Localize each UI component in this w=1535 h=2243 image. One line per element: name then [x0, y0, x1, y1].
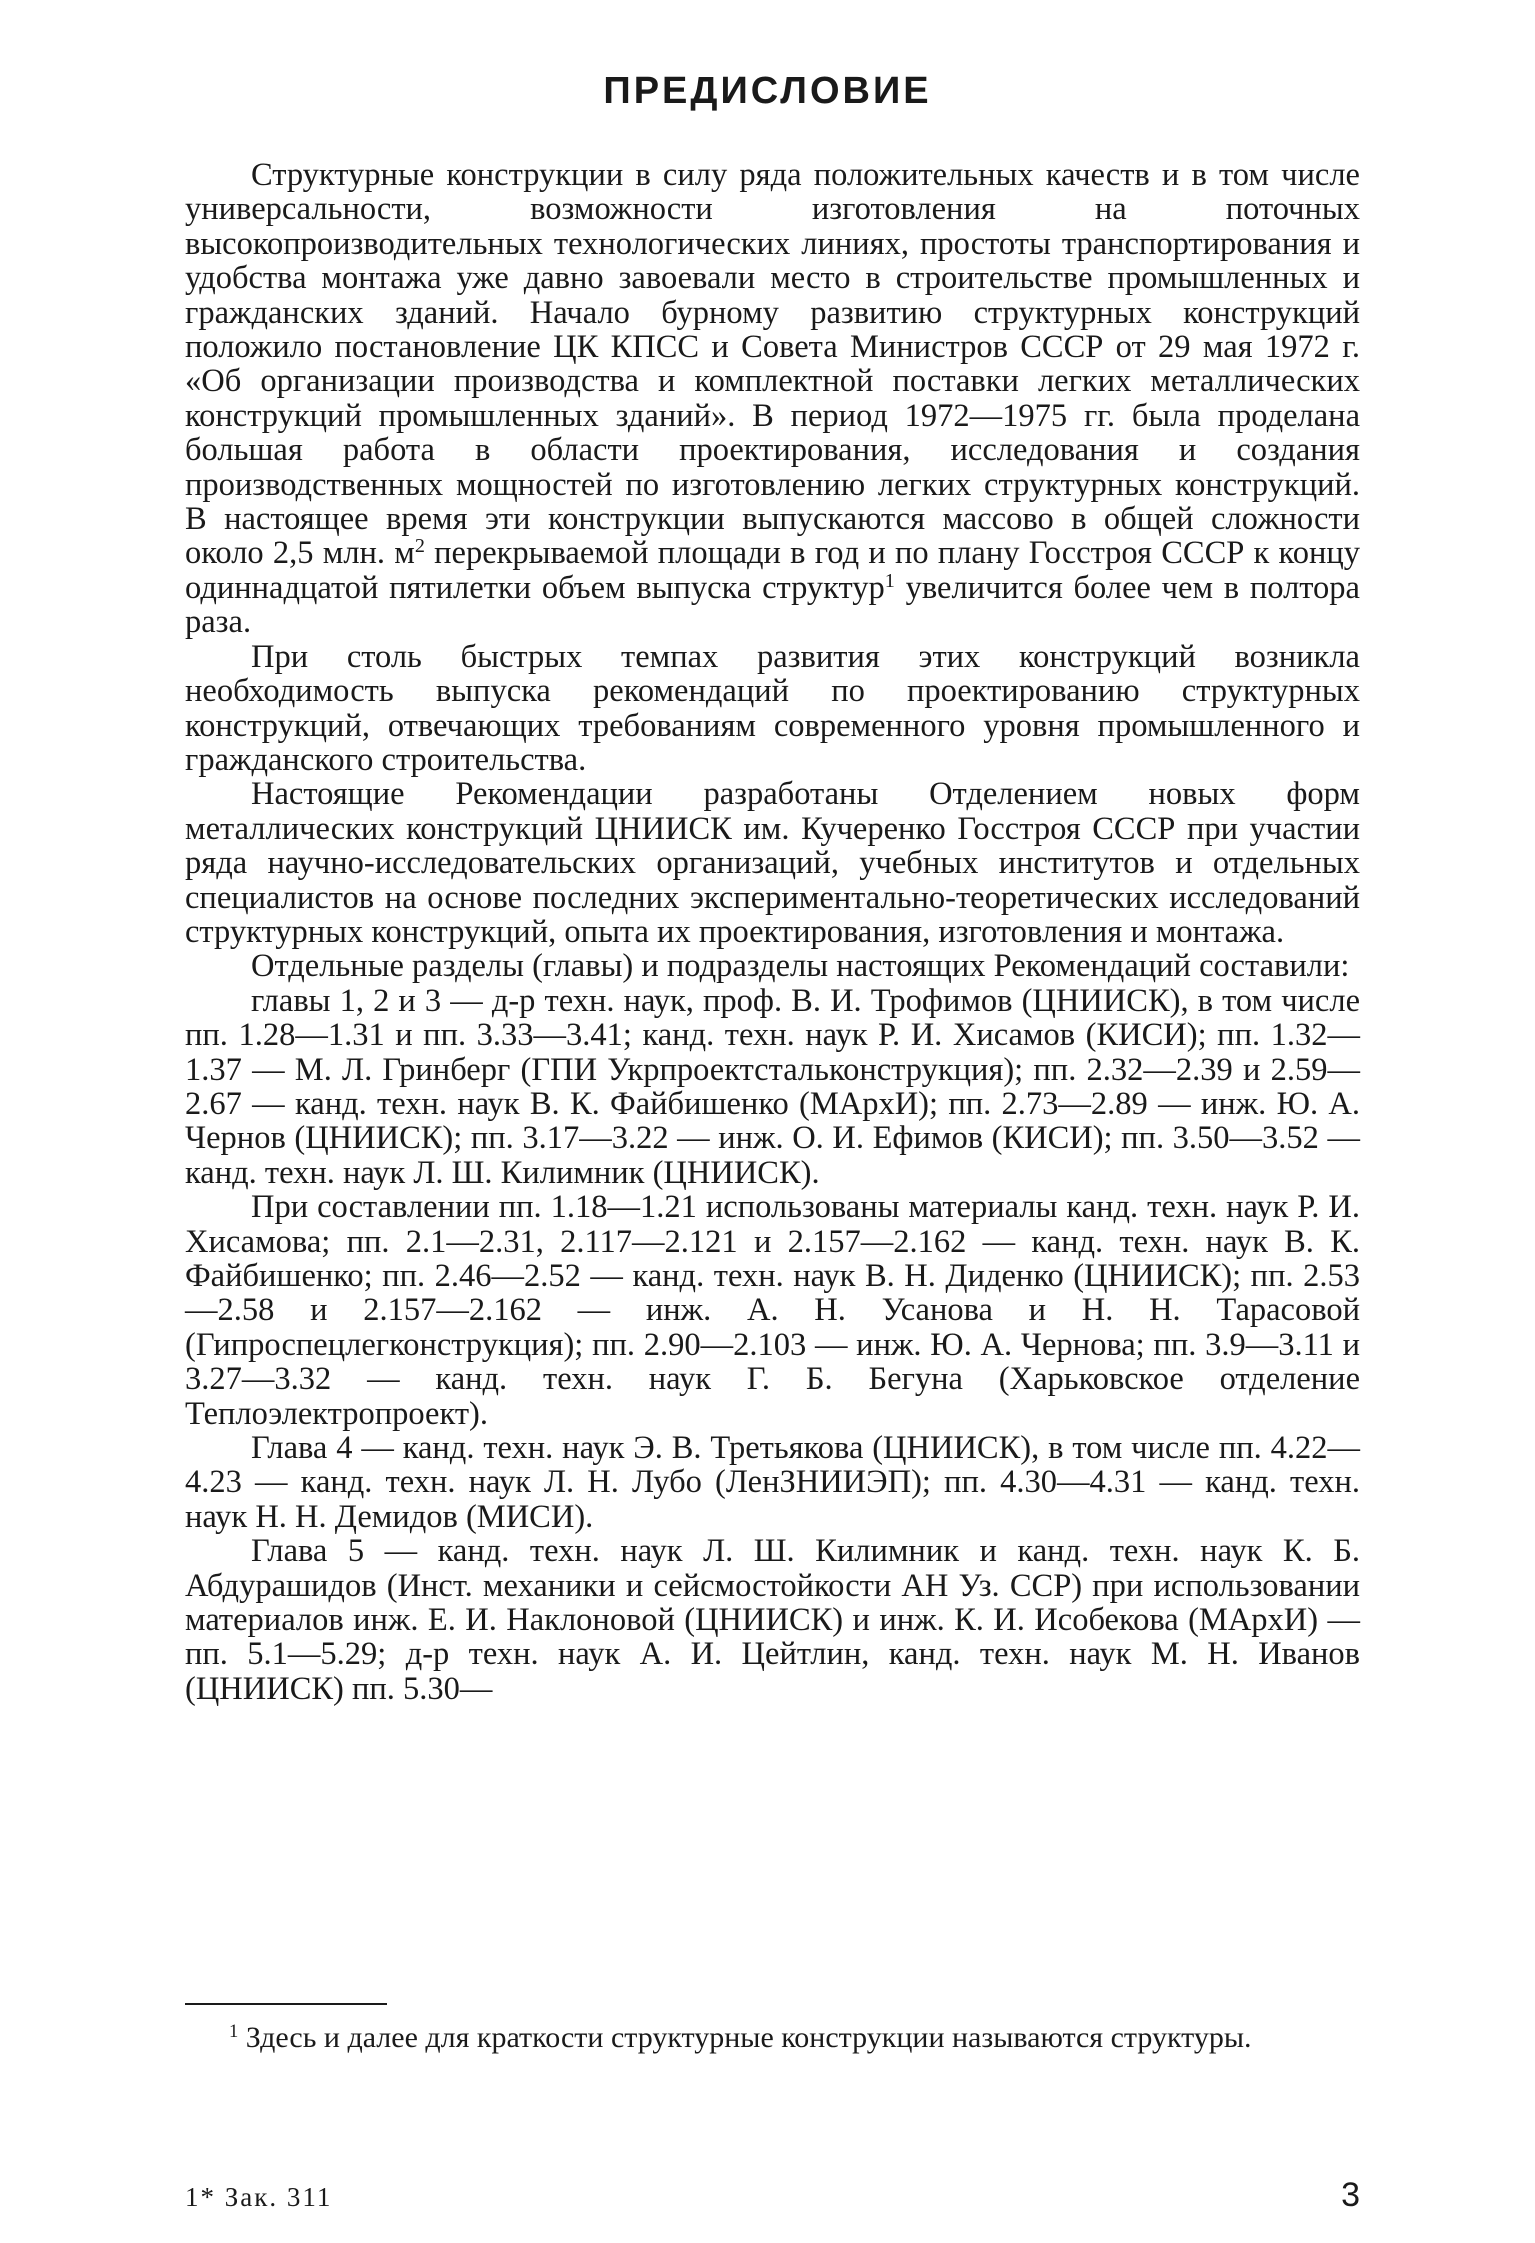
footnote-mark: 1	[229, 2020, 239, 2042]
paragraph	[185, 1431, 1360, 1534]
paragraph	[185, 777, 1360, 949]
paragraph-text: При составлении пп. 1.18—1.21 использованы материалы канд. техн. наук Р. И. Хисамова; пп. 2.1—2.31, 2.117—2.121 и 2.157—2.162 — канд. техн. наук В. К. Файбишенко; пп. 2.46—2.52 — канд. техн. наук В. Н. Диденко (ЦНИИСК); пп. 2.53—2.58 и 2.157—2.162 — инж. А. Н. Усанова и Н. Н. Тарасовой (Гипроспецлегконструкция); пп. 2.90—2.103 — инж. Ю. А. Чернова; пп. 3.9—3.11 и 3.27—3.32 — канд. техн. наук Г. Б. Бегуна (Харьковское отделение Теплоэлектропроект).	[185, 1189, 1360, 1432]
paragraph-text: Структурные конструкции в силу ряда положительных качеств и в том числе универсальности, возможности изготовления на поточных высокопроизводительных технологических линиях, простоты транспортирования и удобства монтажа уже давно завоевали место в строительстве промышленных и гражданских зданий. Начало бурному развитию структурных конструкций положило постановление ЦК КПСС и Совета Министров СССР от 29 мая 1972 г. «Об организации производства и комплектной поставки легких металлических конструкций промышленных зданий». В период 1972—1975 гг. была проделана большая работа в области проектирования, исследования и создания производственных мощностей по изготовлению легких структурных конструкций. В настоящее время эти конструкции выпускаются массово в общей сложности около 2,5 млн. м	[185, 157, 1360, 572]
paragraph	[185, 158, 1360, 640]
paragraph-text: перекрываемой площади в год и по плану Госстроя СССР к концу одиннадцатой пятилетки объем выпуска структур	[185, 535, 1360, 606]
body-text	[185, 158, 1360, 1706]
page-title: ПРЕДИСЛОВИЕ	[603, 70, 932, 112]
order-number: 1* Зак. 311	[185, 2182, 333, 2212]
superscript: 1	[884, 569, 895, 592]
paragraph-text: При столь быстрых темпах развития этих конструкций возникла необходимость выпуска рекомендаций по проектированию структурных конструкций, отвечающих требованиям современного уровня промышленного и гражданского строительства.	[185, 638, 1360, 778]
footnote-text: Здесь и далее для краткости структурные конструкции называются структуры.	[238, 2021, 1252, 2054]
paragraph	[185, 949, 1360, 983]
paragraph-text: главы 1, 2 и 3 — д-р техн. наук, проф. В. И. Трофимов (ЦНИИСК), в том числе пп. 1.28—1.31 и пп. 3.33—3.41; канд. техн. наук Р. И. Хисамов (КИСИ); пп. 1.32—1.37 — М. Л. Гринберг (ГПИ Укрпроектстальконструкция); пп. 2.32—2.39 и 2.59—2.67 — канд. техн. наук В. К. Файбишенко (МАрхИ); пп. 2.73—2.89 — инж. Ю. А. Чернов (ЦНИИСК); пп. 3.17—3.22 — инж. О. И. Ефимов (КИСИ); пп. 3.50—3.52 — канд. техн. наук Л. Ш. Килимник (ЦНИИСК).	[185, 982, 1360, 1191]
paragraph-text: Глава 5 — канд. техн. наук Л. Ш. Килимник и канд. техн. наук К. Б. Абдурашидов (Инст. механики и сейсмостойкости АН Уз. ССР) при использовании материалов инж. Е. И. Наклоновой (ЦНИИСК) и инж. К. И. Исобекова (МАрхИ) — пп. 5.1—5.29; д-р техн. наук А. И. Цейтлин, канд. техн. наук М. Н. Иванов (ЦНИИСК) пп. 5.30—	[185, 1533, 1360, 1707]
footnote-divider	[185, 2003, 387, 2005]
paragraph-text: увеличится более чем в полтора раза.	[185, 569, 1360, 641]
paragraph-text: Настоящие Рекомендации разработаны Отделением новых форм металлических конструкций ЦНИИСК им. Кучеренко Госстроя СССР при участии ряда научно-исследовательских организаций, учебных институтов и отдельных специалистов на основе последних экспериментально-теоретических исследований структурных конструкций, опыта их проектирования, изготовления и монтажа.	[185, 776, 1360, 950]
paragraph	[185, 1534, 1360, 1706]
paragraph	[185, 640, 1360, 778]
superscript: 2	[414, 535, 425, 558]
paragraph	[185, 984, 1360, 1190]
page-number: 3	[1341, 2176, 1360, 2214]
paragraph-text: Отдельные разделы (главы) и подразделы настоящих Рекомендаций составили:	[251, 948, 1350, 985]
paragraph-text: Глава 4 — канд. техн. наук Э. В. Третьякова (ЦНИИСК), в том числе пп. 4.22—4.23 — канд. техн. наук Л. Н. Лубо (ЛенЗНИИЭП); пп. 4.30—4.31 — канд. техн. наук Н. Н. Демидов (МИСИ).	[185, 1430, 1360, 1535]
paragraph	[185, 1190, 1360, 1431]
footnote	[185, 2021, 1360, 2055]
